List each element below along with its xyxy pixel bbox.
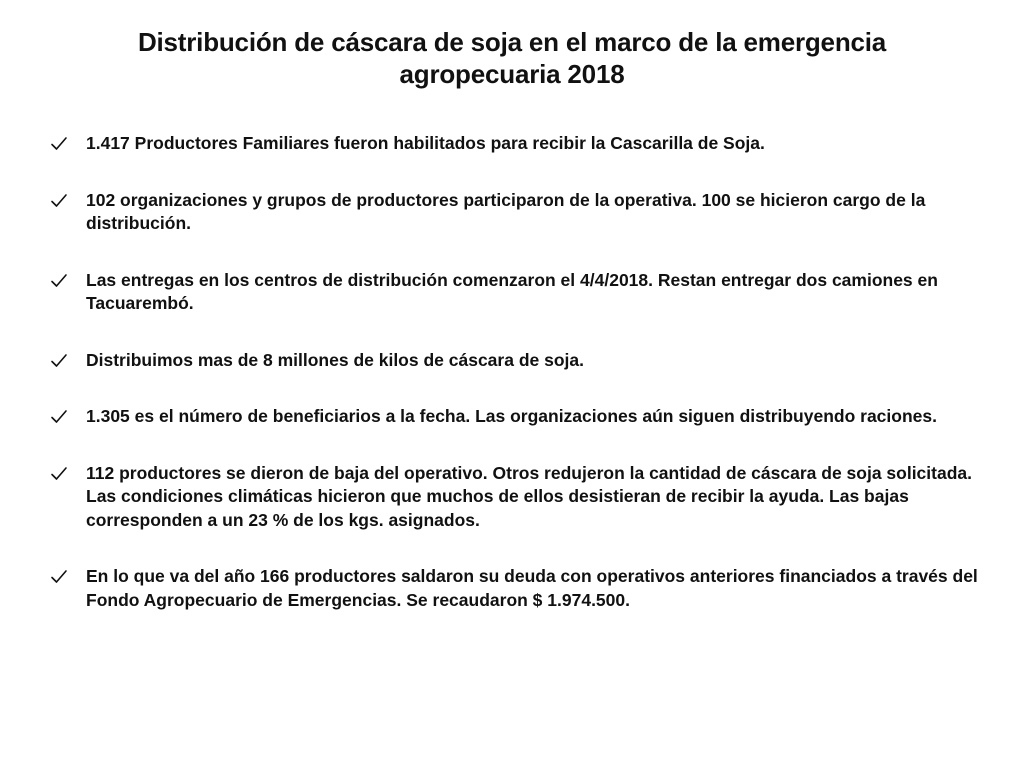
- bullet-item-beneficiarios: [50, 405, 1000, 429]
- bullet-item-habilitados: [50, 132, 1000, 156]
- slide-title-line-1: Distribución de cáscara de soja en el marco de la emergencia: [137, 27, 887, 57]
- checkmark-icon: [50, 408, 68, 426]
- slide-title: [110, 26, 914, 90]
- bullet-item-organizaciones: [50, 189, 1000, 236]
- bullet-text: Distribuimos mas de 8 millones de kilos de cáscara de soja.: [86, 349, 584, 370]
- bullet-text: En lo que va del año 166 productores saldaron su deuda con operativos anteriores financiados a través del Fondo Agropecuario de Emergencias. Se recaudaron $ 1.974.500.: [86, 566, 978, 610]
- bullet-text: 1.417 Productores Familiares fueron habilitados para recibir la Cascarilla de Soja.: [86, 133, 765, 153]
- checkmark-icon: [50, 465, 68, 483]
- slide-title-line-2: agropecuaria 2018: [399, 59, 625, 89]
- checkmark-icon: [50, 192, 68, 210]
- bullet-text: 112 productores se dieron de baja del operativo. Otros redujeron la cantidad de cáscara de soja solicitada. Las condiciones climáticas hicieron que muchos de ellos desistieran de recibir la ayuda. Las bajas corresponden a un 23 % de los kgs. asignados.: [86, 462, 972, 530]
- bullet-text: Las entregas en los centros de distribución comenzaron el 4/4/2018. Restan entregar dos camiones en Tacuarembó.: [86, 269, 938, 313]
- bullet-item-bajas: [50, 462, 1000, 533]
- checkmark-icon: [50, 568, 68, 586]
- bullet-item-kilos: [50, 349, 1000, 373]
- bullet-item-deuda: [50, 565, 1000, 612]
- bullet-list: [50, 132, 1000, 612]
- checkmark-icon: [50, 352, 68, 370]
- bullet-text: 1.305 es el número de beneficiarios a la fecha. Las organizaciones aún siguen distribuyendo raciones.: [86, 406, 937, 426]
- checkmark-icon: [50, 272, 68, 290]
- checkmark-icon: [50, 135, 68, 153]
- bullet-text: 102 organizaciones y grupos de productores participaron de la operativa. 100 se hicieron cargo de la distribución.: [86, 189, 926, 233]
- bullet-item-entregas: [50, 269, 1000, 316]
